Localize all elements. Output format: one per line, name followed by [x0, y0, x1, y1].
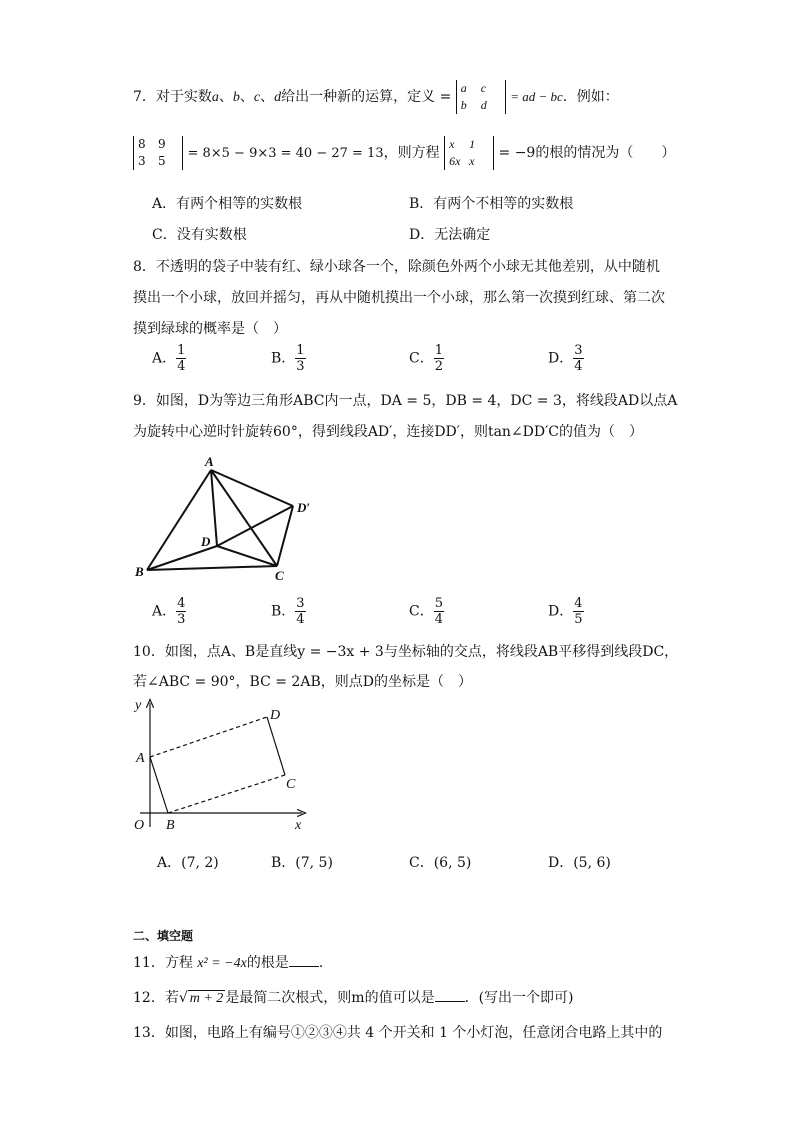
- q8-line2: 摸出一个小球，放回并摇匀，再从中随机摸出一个小球，那么第一次摸到红球、第二次: [133, 290, 665, 306]
- answer-blank[interactable]: [435, 989, 465, 1002]
- q9-figure: [125, 450, 325, 585]
- segment-cd-prime: [277, 506, 293, 566]
- q11: 11．方程 x² = −4x的根是 .: [133, 955, 324, 971]
- q7-option-a[interactable]: A．有两个相等的实数根: [152, 196, 303, 212]
- q8-option-d[interactable]: D． $\frac{3}{4}$: [548, 343, 583, 374]
- label-b: B: [135, 564, 144, 579]
- q12-radicand: m + 2: [189, 991, 224, 1006]
- var-d: d: [274, 90, 282, 105]
- q10-figure: [130, 695, 320, 835]
- definition-result: = ad − bc: [510, 89, 563, 104]
- segment-dd-prime: [217, 506, 293, 546]
- q7-option-b[interactable]: B．有两个不相等的实数根: [409, 196, 574, 212]
- segment-dc: [267, 717, 285, 775]
- q9-option-b[interactable]: B． $\frac{3}{4}$: [271, 596, 305, 627]
- segment-cd: [217, 546, 277, 566]
- q7-option-d[interactable]: D．无法确定: [409, 227, 491, 243]
- fraction: $\frac{5}{4}$: [434, 596, 443, 627]
- q9-line1: 9．如图，D为等边三角形ABC内一点，DA = 5，DB = 4，DC = 3，将线段AD以点A: [133, 393, 678, 409]
- example-calculation: = 8×5 − 9×3 = 40 − 27 = 13: [187, 146, 384, 161]
- answer-blank[interactable]: [289, 954, 319, 967]
- fraction: $\frac{3}{4}$: [574, 343, 583, 374]
- fraction: $\frac{4}{5}$: [574, 596, 583, 627]
- label-a: A: [136, 751, 145, 766]
- segment-ab: [147, 470, 211, 570]
- fraction: $\frac{4}{3}$: [177, 596, 186, 627]
- var-c: c: [253, 90, 261, 105]
- definition-determinant: a c b d: [456, 80, 506, 114]
- q8-option-a[interactable]: A． $\frac{1}{4}$: [152, 343, 186, 374]
- label-x: x: [295, 818, 302, 833]
- example-determinant: 8 9 3 5: [133, 136, 183, 170]
- q11-equation: x² = −4x: [197, 956, 247, 971]
- segment-bc: [147, 566, 277, 570]
- q9-option-a[interactable]: A． $\frac{4}{3}$: [152, 596, 186, 627]
- fraction: $\frac{3}{4}$: [296, 596, 305, 627]
- q10-option-d[interactable]: D．(5, 6): [548, 855, 611, 871]
- q8-option-c[interactable]: C． $\frac{1}{2}$: [409, 343, 443, 374]
- segment-bc: [168, 775, 285, 813]
- fraction: $\frac{1}{4}$: [177, 343, 186, 374]
- q9-option-c[interactable]: C． $\frac{5}{4}$: [409, 596, 443, 627]
- q9-option-d[interactable]: D． $\frac{4}{5}$: [548, 596, 583, 627]
- segment-ab: [150, 757, 168, 813]
- label-y: y: [135, 698, 142, 713]
- label-d: D: [270, 708, 281, 723]
- q10-option-c[interactable]: C．(6, 5): [409, 855, 472, 871]
- label-o: O: [134, 818, 145, 833]
- q7-line1: 7．对于实数a、b、c、d给出一种新的运算，定义 = a c b d = ad − bc．例如：: [133, 81, 619, 112]
- fraction: $\frac{1}{3}$: [296, 343, 305, 374]
- label-a: A: [205, 454, 214, 469]
- equation-determinant: x 1 6x x: [444, 136, 494, 170]
- segment-bd: [147, 546, 217, 570]
- label-d-prime: D′: [297, 500, 311, 515]
- q12: 12．若√ m + 2 是最简二次根式，则m的值可以是 ．(写出一个即可): [133, 990, 574, 1006]
- segment-ad: [150, 717, 267, 757]
- sqrt-icon: √: [178, 990, 188, 1006]
- q8-line1: 8．不透明的袋子中装有红、绿小球各一个，除颜色外两个小球无其他差别，从中随机: [133, 259, 660, 275]
- q10-line2: 若∠ABC = 90°，BC = 2AB，则点D的坐标是（ ）: [133, 674, 472, 690]
- label-c: C: [286, 777, 296, 792]
- q8-option-b[interactable]: B． $\frac{1}{3}$: [271, 343, 305, 374]
- q10-option-a[interactable]: A．(7, 2): [157, 855, 219, 871]
- var-b: b: [232, 90, 240, 105]
- label-b: B: [166, 818, 175, 833]
- label-c: C: [275, 568, 284, 583]
- q10-option-b[interactable]: B．(7, 5): [271, 855, 333, 871]
- segment-ad: [211, 470, 217, 546]
- label-d: D: [201, 534, 211, 549]
- q8-line3: 摸到绿球的概率是（ ）: [133, 321, 287, 337]
- var-a: a: [211, 90, 219, 105]
- q13-line1: 13．如图，电路上有编号①②③④共 4 个开关和 1 个小灯泡，任意闭合电路上其中的: [133, 1025, 663, 1041]
- section-title: 二、填空题: [133, 929, 194, 943]
- fraction: $\frac{1}{2}$: [434, 343, 443, 374]
- q7-option-c[interactable]: C．没有实数根: [152, 227, 247, 243]
- q9-line2: 为旋转中心逆时针旋转60°，得到线段AD′，连接DD′，则tan∠DD′C的值为（ ）: [133, 424, 644, 440]
- q10-line1: 10．如图，点A、B是直线y = −3x + 3与坐标轴的交点，将线段AB平移得到线段DC，: [133, 644, 679, 660]
- q7-line2: 8 9 3 5 = 8×5 − 9×3 = 40 − 27 = 13，则方程 x 1 6x x = −9的根的情况为（ ）: [133, 136, 675, 170]
